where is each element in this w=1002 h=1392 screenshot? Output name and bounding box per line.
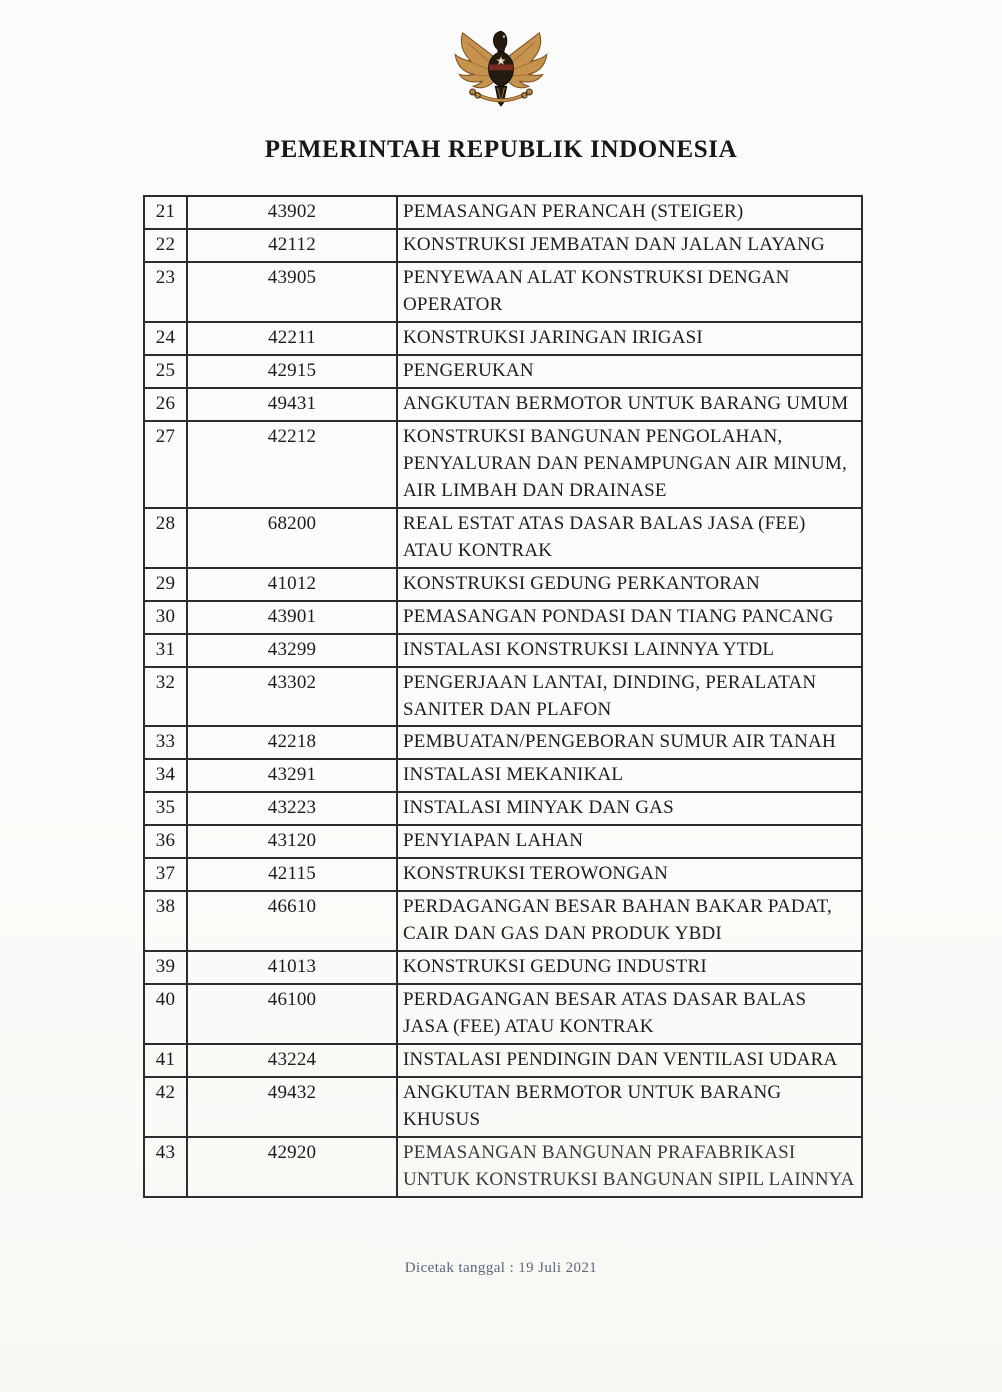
code-cell: 42915 <box>187 355 397 388</box>
description-cell: ANGKUTAN BERMOTOR UNTUK BARANG UMUM <box>397 388 862 421</box>
code-cell: 42211 <box>187 322 397 355</box>
description-cell: REAL ESTAT ATAS DASAR BALAS JASA (FEE) ATAU KONTRAK <box>397 508 862 568</box>
row-number-cell: 30 <box>144 601 187 634</box>
code-cell: 42218 <box>187 726 397 759</box>
table-row <box>144 196 862 229</box>
table-row <box>144 891 862 951</box>
description-cell: ANGKUTAN BERMOTOR UNTUK BARANG KHUSUS <box>397 1077 862 1137</box>
row-number-cell: 37 <box>144 858 187 891</box>
table-row <box>144 568 862 601</box>
description-cell: KONSTRUKSI BANGUNAN PENGOLAHAN, PENYALURAN DAN PENAMPUNGAN AIR MINUM, AIR LIMBAH DAN DRAINASE <box>397 421 862 508</box>
row-number-cell: 39 <box>144 951 187 984</box>
table-row <box>144 792 862 825</box>
row-number-cell: 40 <box>144 984 187 1044</box>
row-number-cell: 26 <box>144 388 187 421</box>
row-number-cell: 36 <box>144 825 187 858</box>
row-number-cell: 41 <box>144 1044 187 1077</box>
emblem-container <box>0 24 1002 120</box>
description-cell: PENGERUKAN <box>397 355 862 388</box>
description-cell: PENGERJAAN LANTAI, DINDING, PERALATAN SANITER DAN PLAFON <box>397 667 862 727</box>
code-cell: 43299 <box>187 634 397 667</box>
garuda-pancasila-icon <box>451 24 551 120</box>
code-cell: 43302 <box>187 667 397 727</box>
code-cell: 43901 <box>187 601 397 634</box>
table-row <box>144 1077 862 1137</box>
description-cell: KONSTRUKSI JEMBATAN DAN JALAN LAYANG <box>397 229 862 262</box>
page-title: PEMERINTAH REPUBLIK INDONESIA <box>264 136 738 163</box>
code-cell: 68200 <box>187 508 397 568</box>
code-cell: 42112 <box>187 229 397 262</box>
table-row <box>144 858 862 891</box>
description-cell: PENYIAPAN LAHAN <box>397 825 862 858</box>
print-date-footer: Dicetak tanggal : 19 Juli 2021 <box>404 1260 598 1276</box>
description-cell: INSTALASI KONSTRUKSI LAINNYA YTDL <box>397 634 862 667</box>
kbli-code-table <box>143 195 863 1198</box>
row-number-cell: 35 <box>144 792 187 825</box>
row-number-cell: 32 <box>144 667 187 727</box>
row-number-cell: 27 <box>144 421 187 508</box>
row-number-cell: 28 <box>144 508 187 568</box>
code-cell: 46100 <box>187 984 397 1044</box>
table-row <box>144 951 862 984</box>
description-cell: KONSTRUKSI JARINGAN IRIGASI <box>397 322 862 355</box>
table-row <box>144 984 862 1044</box>
code-cell: 49432 <box>187 1077 397 1137</box>
table-row <box>144 262 862 322</box>
row-number-cell: 43 <box>144 1137 187 1197</box>
code-cell: 43120 <box>187 825 397 858</box>
row-number-cell: 29 <box>144 568 187 601</box>
table-row <box>144 634 862 667</box>
description-cell: PEMASANGAN PERANCAH (STEIGER) <box>397 196 862 229</box>
row-number-cell: 22 <box>144 229 187 262</box>
description-cell: PEMBUATAN/PENGEBORAN SUMUR AIR TANAH <box>397 726 862 759</box>
code-cell: 41012 <box>187 568 397 601</box>
kbli-table-body <box>144 196 862 1197</box>
code-cell: 43905 <box>187 262 397 322</box>
row-number-cell: 42 <box>144 1077 187 1137</box>
code-cell: 41013 <box>187 951 397 984</box>
table-row <box>144 508 862 568</box>
description-cell: PEMASANGAN PONDASI DAN TIANG PANCANG <box>397 601 862 634</box>
row-number-cell: 23 <box>144 262 187 322</box>
table-row <box>144 388 862 421</box>
description-cell: PENYEWAAN ALAT KONSTRUKSI DENGAN OPERATOR <box>397 262 862 322</box>
table-row <box>144 667 862 727</box>
code-cell: 42115 <box>187 858 397 891</box>
table-row <box>144 1044 862 1077</box>
description-cell: INSTALASI MEKANIKAL <box>397 759 862 792</box>
row-number-cell: 31 <box>144 634 187 667</box>
code-cell: 43291 <box>187 759 397 792</box>
table-row <box>144 759 862 792</box>
description-cell: PERDAGANGAN BESAR ATAS DASAR BALAS JASA (FEE) ATAU KONTRAK <box>397 984 862 1044</box>
code-cell: 49431 <box>187 388 397 421</box>
table-row <box>144 229 862 262</box>
code-cell: 42920 <box>187 1137 397 1197</box>
row-number-cell: 24 <box>144 322 187 355</box>
code-cell: 43902 <box>187 196 397 229</box>
table-row <box>144 1137 862 1197</box>
code-cell: 43224 <box>187 1044 397 1077</box>
row-number-cell: 21 <box>144 196 187 229</box>
table-row <box>144 355 862 388</box>
code-cell: 46610 <box>187 891 397 951</box>
description-cell: PERDAGANGAN BESAR BAHAN BAKAR PADAT, CAIR DAN GAS DAN PRODUK YBDI <box>397 891 862 951</box>
row-number-cell: 38 <box>144 891 187 951</box>
code-cell: 43223 <box>187 792 397 825</box>
description-cell: INSTALASI PENDINGIN DAN VENTILASI UDARA <box>397 1044 862 1077</box>
table-row <box>144 322 862 355</box>
table-row <box>144 825 862 858</box>
row-number-cell: 34 <box>144 759 187 792</box>
table-row <box>144 601 862 634</box>
description-cell: PEMASANGAN BANGUNAN PRAFABRIKASI UNTUK KONSTRUKSI BANGUNAN SIPIL LAINNYA <box>397 1137 862 1197</box>
row-number-cell: 25 <box>144 355 187 388</box>
description-cell: INSTALASI MINYAK DAN GAS <box>397 792 862 825</box>
description-cell: KONSTRUKSI GEDUNG INDUSTRI <box>397 951 862 984</box>
row-number-cell: 33 <box>144 726 187 759</box>
code-cell: 42212 <box>187 421 397 508</box>
description-cell: KONSTRUKSI TEROWONGAN <box>397 858 862 891</box>
table-row <box>144 726 862 759</box>
table-row <box>144 421 862 508</box>
description-cell: KONSTRUKSI GEDUNG PERKANTORAN <box>397 568 862 601</box>
